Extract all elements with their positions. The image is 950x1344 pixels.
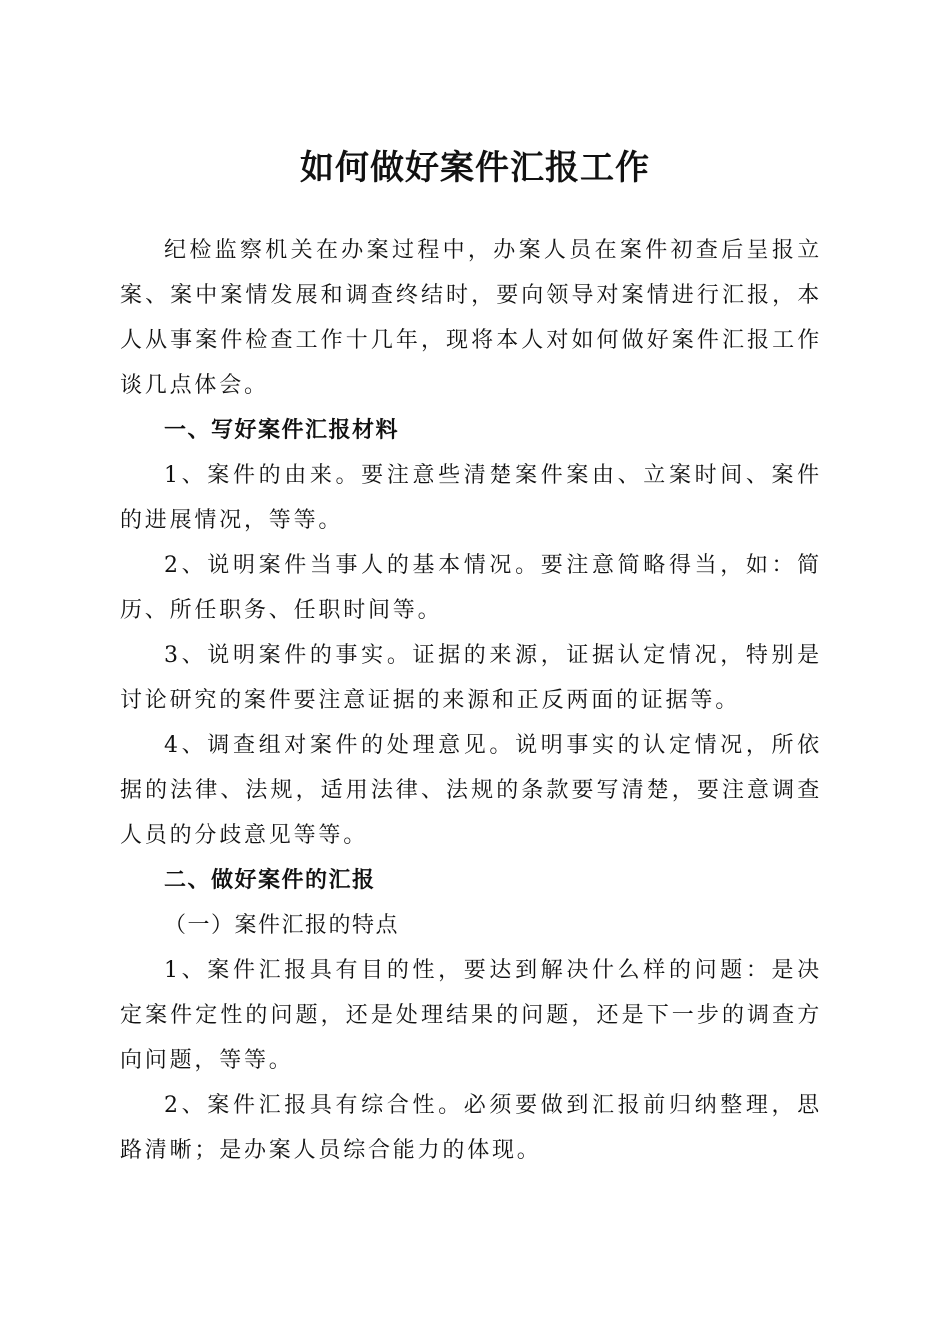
intro-paragraph: 纪检监察机关在办案过程中，办案人员在案件初查后呈报立案、案中案情发展和调查终结时，要向领导对案情进行汇报，本人从事案件检查工作十几年，现将本人对如何做好案件汇报工作谈几点体会。 — [120, 238, 822, 398]
paragraph-item: 2、案件汇报具有综合性。必须要做到汇报前归纳整理，思路清晰；是办案人员综合能力的体现。 — [120, 1093, 822, 1163]
document-title: 如何做好案件汇报工作 — [300, 148, 650, 188]
subsection-heading: （一）案件汇报的特点 — [164, 913, 400, 938]
paragraph-item: 3、说明案件的事实。证据的来源，证据认定情况，特别是讨论研究的案件要注意证据的来源和正反两面的证据等。 — [120, 643, 822, 713]
paragraph-item: 1、案件汇报具有目的性，要达到解决什么样的问题：是决定案件定性的问题，还是处理结果的问题，还是下一步的调查方向问题，等等。 — [120, 958, 822, 1073]
paragraph-item: 4、调查组对案件的处理意见。说明事实的认定情况，所依据的法律、法规，适用法律、法规的条款要写清楚，要注意调查人员的分歧意见等等。 — [120, 733, 822, 848]
paragraph-item: 2、说明案件当事人的基本情况。要注意简略得当，如：简历、所任职务、任职时间等。 — [120, 553, 822, 623]
section-heading-2: 二、做好案件的汇报 — [164, 867, 376, 893]
document-body — [120, 228, 822, 1173]
paragraph-item: 1、案件的由来。要注意些清楚案件案由、立案时间、案件的进展情况，等等。 — [120, 463, 822, 533]
section-heading-1: 一、写好案件汇报材料 — [164, 417, 400, 443]
